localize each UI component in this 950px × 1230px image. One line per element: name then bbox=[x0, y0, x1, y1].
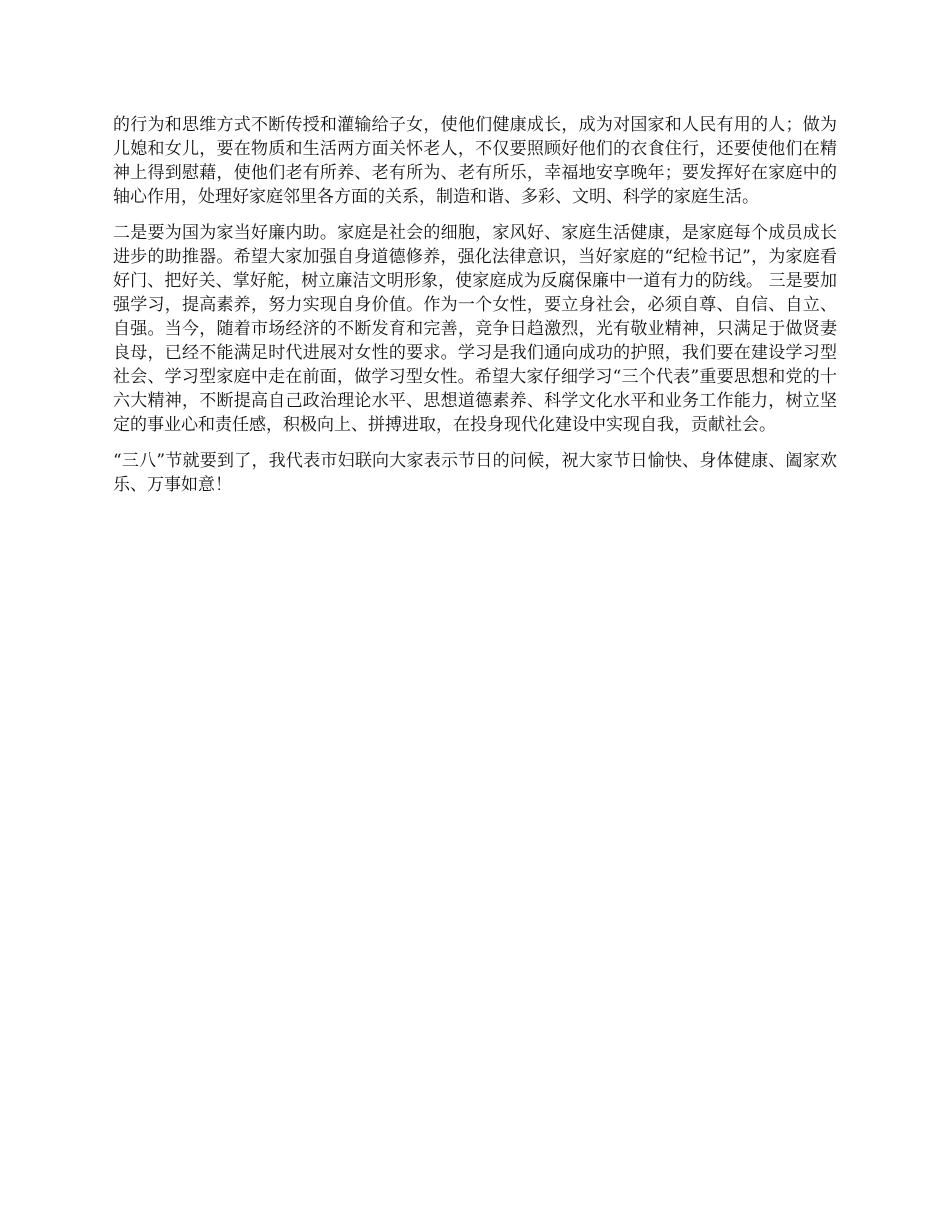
paragraph-3: “三八”节就要到了，我代表市妇联向大家表示节日的问候，祝大家节日愉快、身体健康、阖家欢乐、万事如意！ bbox=[113, 451, 837, 495]
document-body bbox=[113, 113, 837, 497]
paragraph-2: 二是要为国为家当好廉内助。家庭是社会的细胞，家风好、家庭生活健康，是家庭每个成员成长进步的助推器。希望大家加强自身道德修养，强化法律意识，当好家庭的“纪检书记”，为家庭看好门、把好关、掌好舵，树立廉洁文明形象，使家庭成为反腐保廉中一道有力的防线。 三是要加强学习，提高素养，努力实现自身价值。作为一个女性，要立身社会，必须自尊、自信、自立、自强。当今，随着市场经济的不断发育和完善，竞争日趋激烈，光有敬业精神，只满足于做贤妻良母，已经不能满足时代进展对女性的要求。学习是我们通向成功的护照，我们要在建设学习型社会、学习型家庭中走在前面，做学习型女性。希望大家仔细学习“三个代表”重要思想和党的十六大精神，不断提高自己政治理论水平、思想道德素养、科学文化水平和业务工作能力，树立坚定的事业心和责任感，积极向上、拼搏进取，在投身现代化建设中实现自我，贡献社会。 bbox=[113, 223, 837, 435]
paragraph-1: 的行为和思维方式不断传授和灌输给子女，使他们健康成长，成为对国家和人民有用的人；做为儿媳和女儿，要在物质和生活两方面关怀老人，不仅要照顾好他们的衣食住行，还要使他们在精神上得到慰藉，使他们老有所养、老有所为、老有所乐，幸福地安享晚年；要发挥好在家庭中的轴心作用，处理好家庭邻里各方面的关系，制造和谐、多彩、文明、科学的家庭生活。 bbox=[113, 115, 837, 207]
